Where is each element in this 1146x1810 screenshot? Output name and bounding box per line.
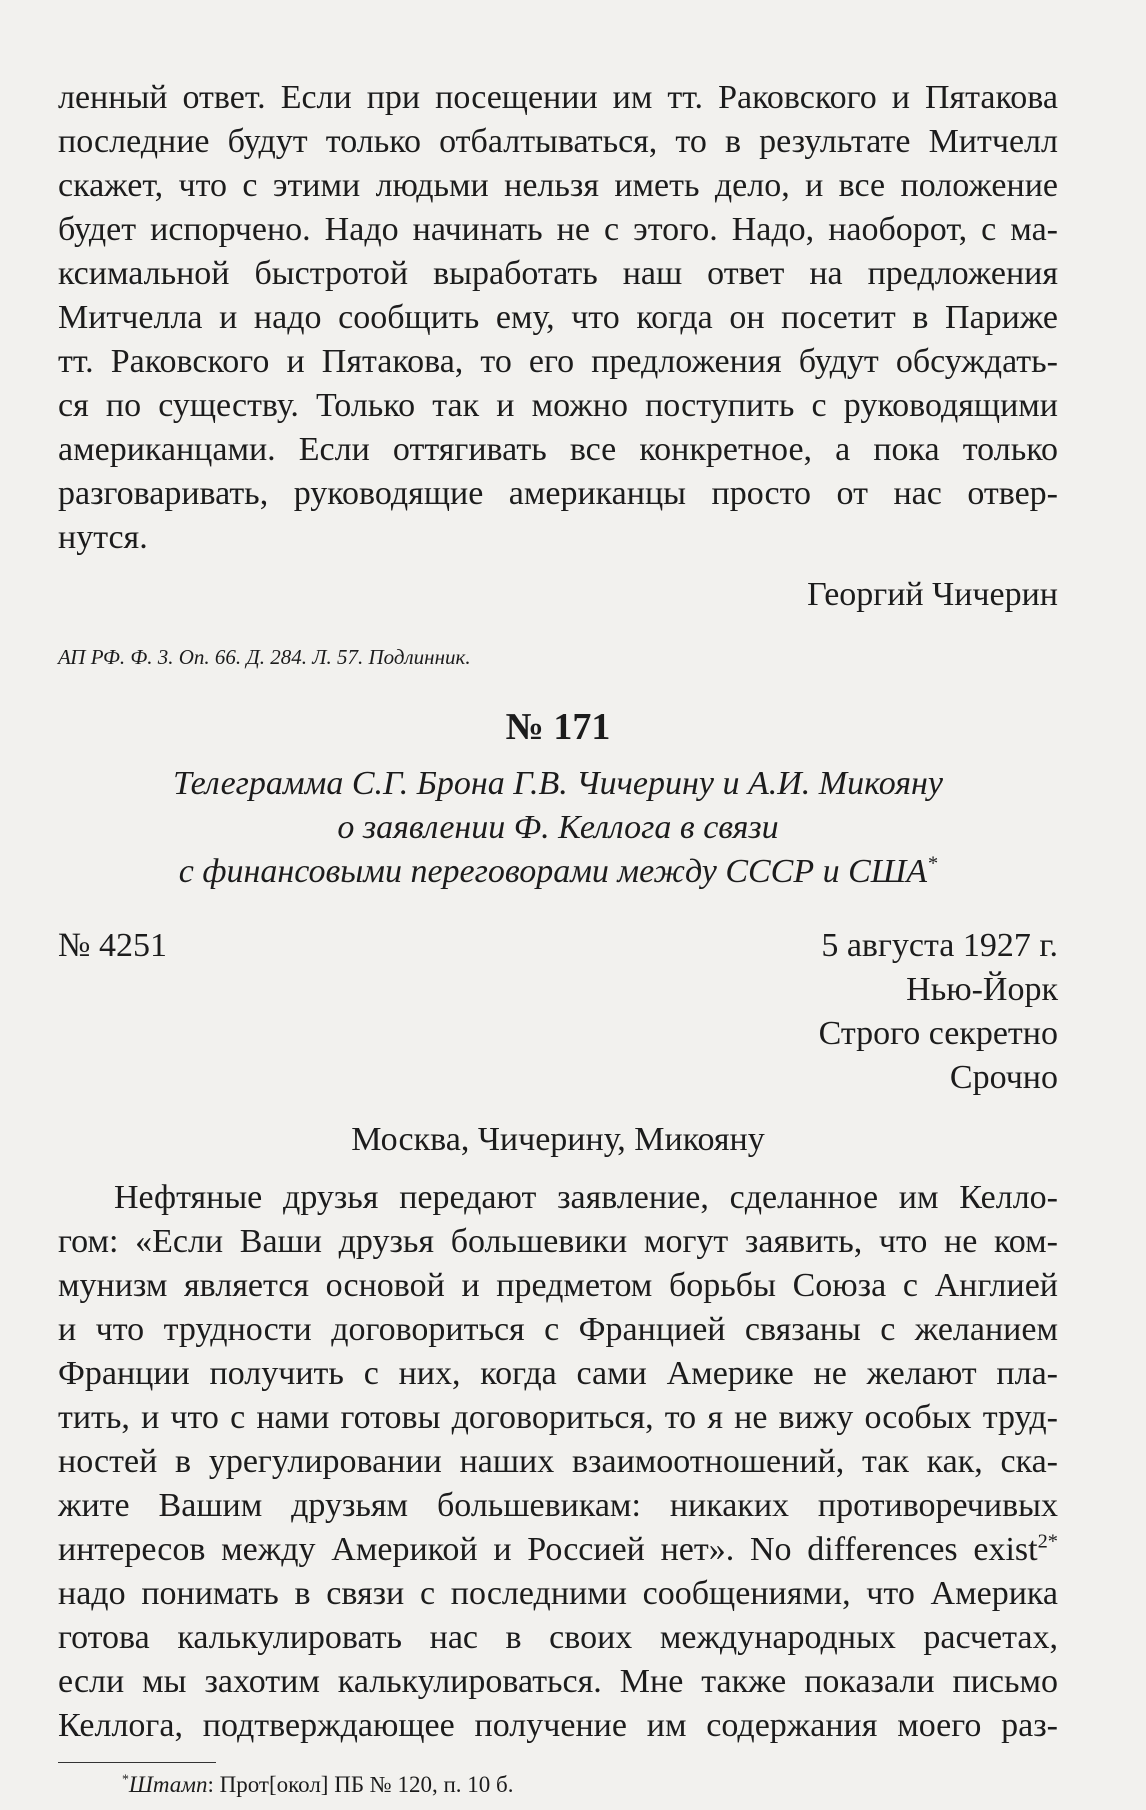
footnote-marker: * [927,852,938,875]
telegram-place: Нью-Йорк [906,971,1058,1008]
text-line: ся по существу. Только так и можно поступить с руководящими [58,387,1058,424]
addressee: Москва, Чичерину, Микояну [351,1121,765,1158]
footnote-text: : Прот[окол] ПБ № 120, п. 10 б. [207,1772,514,1797]
footnote [122,1770,1122,1800]
text-line: Митчелла и надо сообщить ему, что когда он посетит в Париже [58,299,1058,336]
text-line: ностей в урегулировании наших взаимоотношений, так как, ска- [58,1443,1058,1480]
text-line: разговаривать, руководящие американцы просто от нас отвер- [58,475,1058,512]
text-line-content: интересов между Америкой и Россией нет». No differences exist [58,1531,1038,1568]
text-line: тт. Раковского и Пятакова, то его предложения будут обсуждать- [58,343,1058,380]
text-line: и что трудности договориться с Францией связаны с желанием [58,1311,1058,1348]
text-line: скажет, что с этими людьми нельзя иметь дело, и все положение [58,167,1058,204]
text-line: Келлога, подтверждающее получение им содержания моего раз- [58,1707,1058,1744]
document-number: № 171 [505,706,611,748]
text-line: готова калькулировать нас в своих международных расчетах, [58,1619,1058,1656]
text-line: жите Вашим друзьям большевикам: никаких противоречивых [58,1487,1058,1524]
urgency: Срочно [949,1059,1058,1096]
text-line: гом: «Если Ваши друзья большевики могут заявить, что не ком- [58,1223,1058,1260]
footnote-label: Штамп [128,1772,208,1797]
text-line: последние будут только отбалтываться, то в результате Митчелл [58,123,1058,160]
document-title-line [58,850,1058,894]
document-title-line: о заявлении Ф. Келлога в связи [337,809,779,846]
document-title-text: с финансовыми переговорами между СССР и США [178,853,928,890]
text-line: будет испорчено. Надо начинать не с этого. Надо, наоборот, с ма- [58,211,1058,248]
text-line: мунизм является основой и предметом борьбы Союза с Англией [58,1267,1058,1304]
telegram-date: 5 августа 1927 г. [821,927,1058,964]
text-line: нутся. [58,519,148,556]
text-line: Нефтяные друзья передают заявление, сделанное им Келло- [114,1179,1058,1216]
classification: Строго секретно [818,1015,1058,1052]
text-line: американцами. Если оттягивать все конкретное, а пока только [58,431,1058,468]
archive-reference: АП РФ. Ф. 3. Оп. 66. Д. 284. Л. 57. Подлинник. [58,645,471,669]
text-line: Франции получить с них, когда сами Америке не желают пла- [58,1355,1058,1392]
signature: Георгий Чичерин [807,576,1058,613]
text-line: ксимальной быстротой выработать наш ответ на предложения [58,255,1058,292]
footnote-divider [58,1762,216,1763]
document-title-line: Телеграмма С.Г. Брона Г.В. Чичерину и А.И. Микояну [172,765,944,802]
text-line [58,1528,1058,1572]
text-line: если мы захотим калькулироваться. Мне также показали письмо [58,1663,1058,1700]
telegram-number: № 4251 [58,927,167,964]
text-line: ленный ответ. Если при посещении им тт. Раковского и Пятакова [58,79,1058,116]
footnote-marker: * [122,1771,129,1787]
text-line: тить, и что с нами готовы договориться, то я не вижу особых труд- [58,1399,1058,1436]
text-line: надо понимать в связи с последними сообщениями, что Америка [58,1575,1058,1612]
footnote-marker: 2* [1037,1530,1058,1553]
